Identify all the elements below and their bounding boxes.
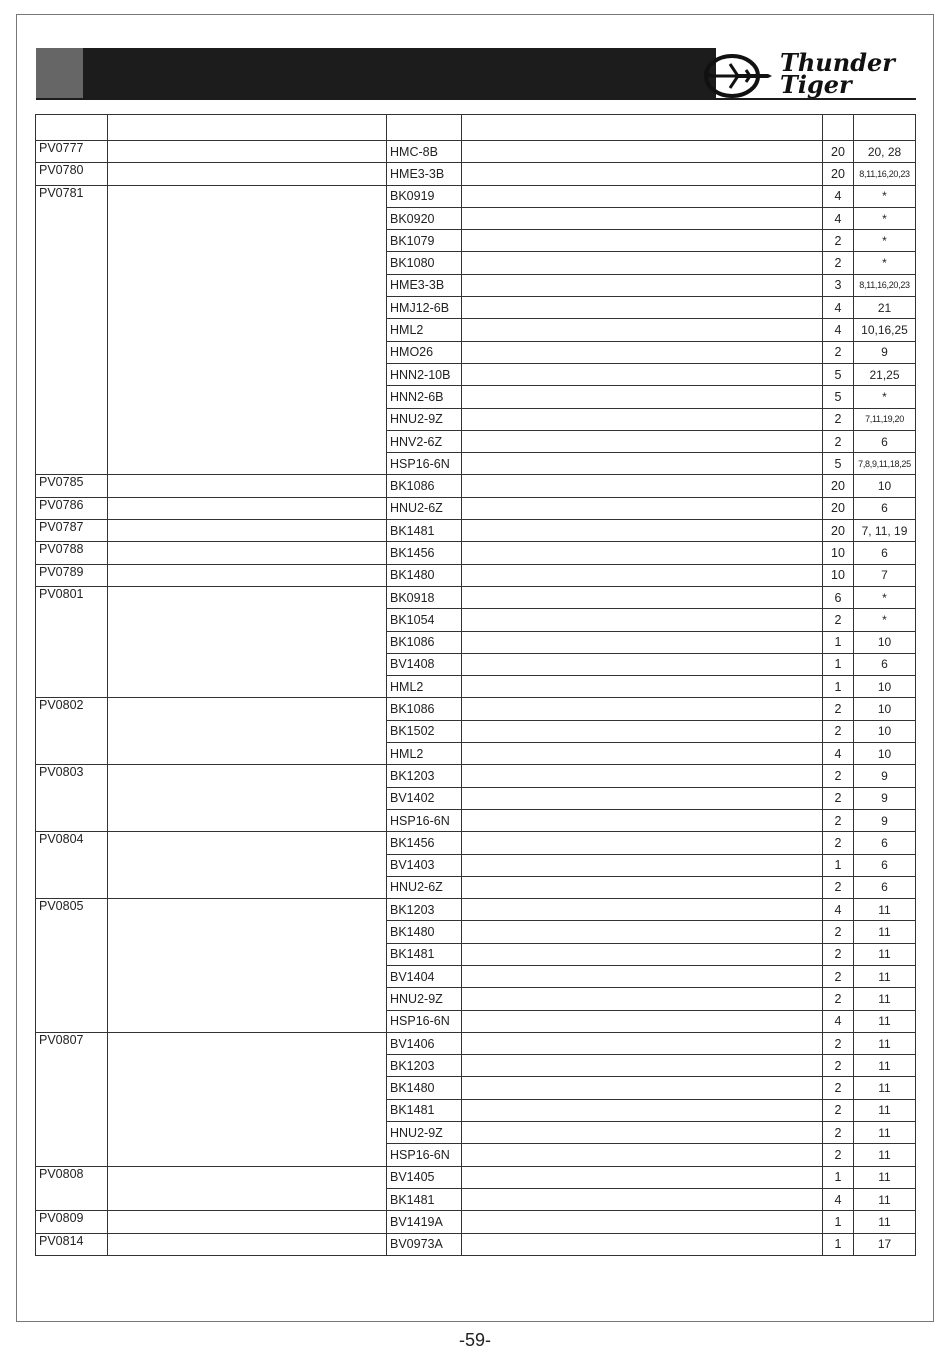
part-description-cell [462, 430, 823, 452]
part-description-cell [462, 943, 823, 965]
part-number-cell: BK1481 [387, 520, 462, 542]
page-ref-cell: 7 [854, 564, 916, 586]
part-description-cell [462, 765, 823, 787]
table-row [36, 1233, 916, 1255]
table-header-row [36, 115, 916, 141]
quantity-cell: 1 [823, 1233, 854, 1255]
table-row [36, 497, 916, 519]
part-number-cell: HNU2-9Z [387, 408, 462, 430]
quantity-cell: 2 [823, 1144, 854, 1166]
page-ref-cell: 7,11,19,20 [854, 408, 916, 430]
page-ref-cell: 11 [854, 1211, 916, 1233]
quantity-cell: 4 [823, 1188, 854, 1210]
page-ref-cell: 10 [854, 676, 916, 698]
part-description-cell [462, 965, 823, 987]
set-description-cell [108, 542, 387, 564]
page-ref-cell: 6 [854, 497, 916, 519]
part-description-cell [462, 720, 823, 742]
part-number-cell: BV1408 [387, 653, 462, 675]
page-ref-cell: 7, 11, 19 [854, 520, 916, 542]
part-number-cell: BK0920 [387, 207, 462, 229]
page-ref-cell: 6 [854, 430, 916, 452]
quantity-cell: 2 [823, 988, 854, 1010]
quantity-cell: 2 [823, 832, 854, 854]
part-description-cell [462, 341, 823, 363]
set-code-cell: PV0802 [36, 698, 108, 765]
brand-logo [702, 48, 912, 100]
page-ref-cell: 6 [854, 876, 916, 898]
quantity-cell: 2 [823, 965, 854, 987]
quantity-cell: 5 [823, 453, 854, 475]
quantity-cell: 2 [823, 1099, 854, 1121]
page-ref-cell: 11 [854, 921, 916, 943]
page-ref-cell: 11 [854, 899, 916, 921]
page-ref-cell: * [854, 207, 916, 229]
part-description-cell [462, 698, 823, 720]
part-number-cell: HNU2-6Z [387, 497, 462, 519]
quantity-cell: 2 [823, 252, 854, 274]
quantity-cell: 10 [823, 542, 854, 564]
part-number-cell: HML2 [387, 743, 462, 765]
page-ref-cell: 21 [854, 297, 916, 319]
table-row [36, 542, 916, 564]
header-cell [823, 115, 854, 141]
part-description-cell [462, 274, 823, 296]
part-number-cell: BK0918 [387, 586, 462, 608]
set-code-cell: PV0814 [36, 1233, 108, 1255]
page-ref-cell: 11 [854, 988, 916, 1010]
table-row [36, 163, 916, 185]
part-description-cell [462, 1055, 823, 1077]
part-number-cell: BK1502 [387, 720, 462, 742]
part-number-cell: BK1086 [387, 631, 462, 653]
page-ref-cell: 11 [854, 1099, 916, 1121]
set-code-cell: PV0781 [36, 185, 108, 475]
quantity-cell: 2 [823, 720, 854, 742]
part-number-cell: HME3-3B [387, 274, 462, 296]
table-row [36, 185, 916, 207]
quantity-cell: 2 [823, 921, 854, 943]
part-number-cell: BK1086 [387, 698, 462, 720]
part-description-cell [462, 475, 823, 497]
part-description-cell [462, 1077, 823, 1099]
page-ref-cell: 11 [854, 943, 916, 965]
airplane-logo-icon [702, 52, 774, 100]
quantity-cell: 2 [823, 876, 854, 898]
part-number-cell: BK1203 [387, 1055, 462, 1077]
set-code-cell: PV0804 [36, 832, 108, 899]
part-number-cell: BK1086 [387, 475, 462, 497]
brand-line2: Tiger [780, 70, 852, 99]
part-description-cell [462, 230, 823, 252]
table-row [36, 586, 916, 608]
set-code-cell: PV0789 [36, 564, 108, 586]
page-ref-cell: 11 [854, 1144, 916, 1166]
part-number-cell: BK1054 [387, 609, 462, 631]
quantity-cell: 4 [823, 743, 854, 765]
part-number-cell: BK1080 [387, 252, 462, 274]
part-number-cell: HSP16-6N [387, 1144, 462, 1166]
part-number-cell: BK1203 [387, 765, 462, 787]
header-cell [36, 115, 108, 141]
page-ref-cell: 10 [854, 698, 916, 720]
part-description-cell [462, 542, 823, 564]
page-ref-cell: 11 [854, 1032, 916, 1054]
part-description-cell [462, 185, 823, 207]
set-description-cell [108, 520, 387, 542]
page-ref-cell: 8,11,16,20,23 [854, 274, 916, 296]
part-number-cell: BK1480 [387, 564, 462, 586]
table-row [36, 1166, 916, 1188]
quantity-cell: 1 [823, 653, 854, 675]
part-description-cell [462, 809, 823, 831]
quantity-cell: 1 [823, 631, 854, 653]
page-ref-cell: * [854, 230, 916, 252]
part-description-cell [462, 1032, 823, 1054]
part-description-cell [462, 1211, 823, 1233]
part-description-cell [462, 832, 823, 854]
part-number-cell: BV1402 [387, 787, 462, 809]
part-number-cell: HSP16-6N [387, 453, 462, 475]
set-description-cell [108, 1233, 387, 1255]
part-description-cell [462, 163, 823, 185]
set-code-cell: PV0785 [36, 475, 108, 497]
quantity-cell: 1 [823, 1166, 854, 1188]
part-description-cell [462, 252, 823, 274]
part-description-cell [462, 1188, 823, 1210]
set-description-cell [108, 1032, 387, 1166]
part-description-cell [462, 1099, 823, 1121]
part-description-cell [462, 609, 823, 631]
part-description-cell [462, 1010, 823, 1032]
quantity-cell: 2 [823, 1122, 854, 1144]
table-row [36, 832, 916, 854]
page-ref-cell: 11 [854, 1077, 916, 1099]
page-ref-cell: * [854, 252, 916, 274]
quantity-cell: 4 [823, 899, 854, 921]
quantity-cell: 2 [823, 1055, 854, 1077]
quantity-cell: 20 [823, 475, 854, 497]
page-ref-cell: 11 [854, 1055, 916, 1077]
part-number-cell: HNN2-10B [387, 363, 462, 385]
quantity-cell: 2 [823, 408, 854, 430]
part-description-cell [462, 876, 823, 898]
quantity-cell: 2 [823, 943, 854, 965]
part-number-cell: HNU2-6Z [387, 876, 462, 898]
part-number-cell: HSP16-6N [387, 809, 462, 831]
table-row [36, 1032, 916, 1054]
part-number-cell: BK1480 [387, 1077, 462, 1099]
part-description-cell [462, 921, 823, 943]
part-number-cell: BK1456 [387, 832, 462, 854]
page-ref-cell: 10 [854, 743, 916, 765]
page-ref-cell: 9 [854, 341, 916, 363]
page-ref-cell: 7,8,9,11,18,25 [854, 453, 916, 475]
part-number-cell: HME3-3B [387, 163, 462, 185]
part-number-cell: HML2 [387, 676, 462, 698]
brand-wordmark [780, 48, 895, 99]
page-ref-cell: 10 [854, 631, 916, 653]
part-number-cell: BK1481 [387, 1188, 462, 1210]
set-description-cell [108, 765, 387, 832]
part-description-cell [462, 988, 823, 1010]
page-ref-cell: 9 [854, 765, 916, 787]
quantity-cell: 2 [823, 430, 854, 452]
part-description-cell [462, 899, 823, 921]
part-number-cell: HNV2-6Z [387, 430, 462, 452]
part-description-cell [462, 1233, 823, 1255]
set-code-cell: PV0801 [36, 586, 108, 697]
part-number-cell: BK1480 [387, 921, 462, 943]
quantity-cell: 1 [823, 1211, 854, 1233]
header-banner [36, 48, 716, 100]
part-description-cell [462, 207, 823, 229]
header-cell [387, 115, 462, 141]
table-row [36, 698, 916, 720]
part-description-cell [462, 676, 823, 698]
set-code-cell: PV0777 [36, 141, 108, 163]
set-code-cell: PV0807 [36, 1032, 108, 1166]
part-number-cell: BV1419A [387, 1211, 462, 1233]
page-ref-cell: 17 [854, 1233, 916, 1255]
part-number-cell: HNN2-6B [387, 386, 462, 408]
quantity-cell: 2 [823, 765, 854, 787]
set-description-cell [108, 497, 387, 519]
set-code-cell: PV0787 [36, 520, 108, 542]
part-number-cell: BK1481 [387, 1099, 462, 1121]
table-row [36, 765, 916, 787]
set-description-cell [108, 163, 387, 185]
part-description-cell [462, 1166, 823, 1188]
quantity-cell: 1 [823, 854, 854, 876]
page-ref-cell: * [854, 386, 916, 408]
part-number-cell: HML2 [387, 319, 462, 341]
part-description-cell [462, 743, 823, 765]
quantity-cell: 5 [823, 386, 854, 408]
page-ref-cell: 6 [854, 542, 916, 564]
part-description-cell [462, 564, 823, 586]
part-number-cell: BK1481 [387, 943, 462, 965]
table-row [36, 141, 916, 163]
page-ref-cell: 20, 28 [854, 141, 916, 163]
quantity-cell: 2 [823, 1032, 854, 1054]
part-number-cell: HMC-8B [387, 141, 462, 163]
part-number-cell: BV1404 [387, 965, 462, 987]
part-number-cell: HMO26 [387, 341, 462, 363]
quantity-cell: 2 [823, 230, 854, 252]
quantity-cell: 10 [823, 564, 854, 586]
part-number-cell: BV1406 [387, 1032, 462, 1054]
quantity-cell: 1 [823, 676, 854, 698]
part-description-cell [462, 319, 823, 341]
part-description-cell [462, 653, 823, 675]
part-number-cell: BK1456 [387, 542, 462, 564]
quantity-cell: 4 [823, 297, 854, 319]
quantity-cell: 20 [823, 141, 854, 163]
page-ref-cell: 9 [854, 787, 916, 809]
part-number-cell: BV0973A [387, 1233, 462, 1255]
part-description-cell [462, 408, 823, 430]
part-description-cell [462, 363, 823, 385]
part-number-cell: BV1405 [387, 1166, 462, 1188]
part-description-cell [462, 787, 823, 809]
part-description-cell [462, 141, 823, 163]
part-number-cell: HMJ12-6B [387, 297, 462, 319]
page-ref-cell: 8,11,16,20,23 [854, 163, 916, 185]
parts-table [35, 114, 916, 1256]
quantity-cell: 2 [823, 341, 854, 363]
quantity-cell: 6 [823, 586, 854, 608]
set-description-cell [108, 586, 387, 697]
quantity-cell: 2 [823, 609, 854, 631]
set-description-cell [108, 1211, 387, 1233]
set-code-cell: PV0805 [36, 899, 108, 1033]
page-ref-cell: 11 [854, 1122, 916, 1144]
quantity-cell: 2 [823, 698, 854, 720]
set-description-cell [108, 1166, 387, 1211]
page-ref-cell: 6 [854, 854, 916, 876]
quantity-cell: 2 [823, 809, 854, 831]
quantity-cell: 4 [823, 319, 854, 341]
set-code-cell: PV0808 [36, 1166, 108, 1211]
part-number-cell: BK1079 [387, 230, 462, 252]
page-ref-cell: 6 [854, 653, 916, 675]
header-cell [854, 115, 916, 141]
table-row [36, 520, 916, 542]
part-description-cell [462, 520, 823, 542]
page-ref-cell: 6 [854, 832, 916, 854]
set-code-cell: PV0788 [36, 542, 108, 564]
page-ref-cell: 11 [854, 1010, 916, 1032]
quantity-cell: 4 [823, 1010, 854, 1032]
part-number-cell: BK0919 [387, 185, 462, 207]
part-description-cell [462, 297, 823, 319]
page-ref-cell: 21,25 [854, 363, 916, 385]
part-number-cell: BK1203 [387, 899, 462, 921]
set-code-cell: PV0786 [36, 497, 108, 519]
page-number: -59- [458, 1330, 491, 1350]
part-description-cell [462, 1144, 823, 1166]
table-row [36, 1211, 916, 1233]
set-description-cell [108, 564, 387, 586]
page-ref-cell: 10 [854, 475, 916, 497]
banner-lead-block [36, 48, 83, 100]
page-ref-cell: 11 [854, 1166, 916, 1188]
parts-table-body [36, 141, 916, 1256]
quantity-cell: 2 [823, 787, 854, 809]
quantity-cell: 4 [823, 185, 854, 207]
page-ref-cell: 11 [854, 1188, 916, 1210]
header-cell [108, 115, 387, 141]
part-number-cell: BV1403 [387, 854, 462, 876]
part-number-cell: HSP16-6N [387, 1010, 462, 1032]
set-code-cell: PV0780 [36, 163, 108, 185]
table-row [36, 899, 916, 921]
set-description-cell [108, 185, 387, 475]
quantity-cell: 20 [823, 163, 854, 185]
part-description-cell [462, 453, 823, 475]
quantity-cell: 20 [823, 520, 854, 542]
part-description-cell [462, 631, 823, 653]
page-ref-cell: 11 [854, 965, 916, 987]
quantity-cell: 20 [823, 497, 854, 519]
set-description-cell [108, 475, 387, 497]
page-ref-cell: 10,16,25 [854, 319, 916, 341]
quantity-cell: 5 [823, 363, 854, 385]
set-description-cell [108, 832, 387, 899]
part-description-cell [462, 497, 823, 519]
page-ref-cell: * [854, 185, 916, 207]
part-description-cell [462, 586, 823, 608]
table-row [36, 475, 916, 497]
part-description-cell [462, 1122, 823, 1144]
part-description-cell [462, 854, 823, 876]
set-description-cell [108, 141, 387, 163]
part-description-cell [462, 386, 823, 408]
set-description-cell [108, 899, 387, 1033]
page-ref-cell: * [854, 609, 916, 631]
quantity-cell: 4 [823, 207, 854, 229]
quantity-cell: 2 [823, 1077, 854, 1099]
header-cell [462, 115, 823, 141]
set-description-cell [108, 698, 387, 765]
set-code-cell: PV0809 [36, 1211, 108, 1233]
page-ref-cell: 9 [854, 809, 916, 831]
quantity-cell: 3 [823, 274, 854, 296]
part-number-cell: HNU2-9Z [387, 1122, 462, 1144]
table-row [36, 564, 916, 586]
page-ref-cell: * [854, 586, 916, 608]
part-number-cell: HNU2-9Z [387, 988, 462, 1010]
page-ref-cell: 10 [854, 720, 916, 742]
set-code-cell: PV0803 [36, 765, 108, 832]
brand-line1: Thunder [780, 48, 895, 77]
